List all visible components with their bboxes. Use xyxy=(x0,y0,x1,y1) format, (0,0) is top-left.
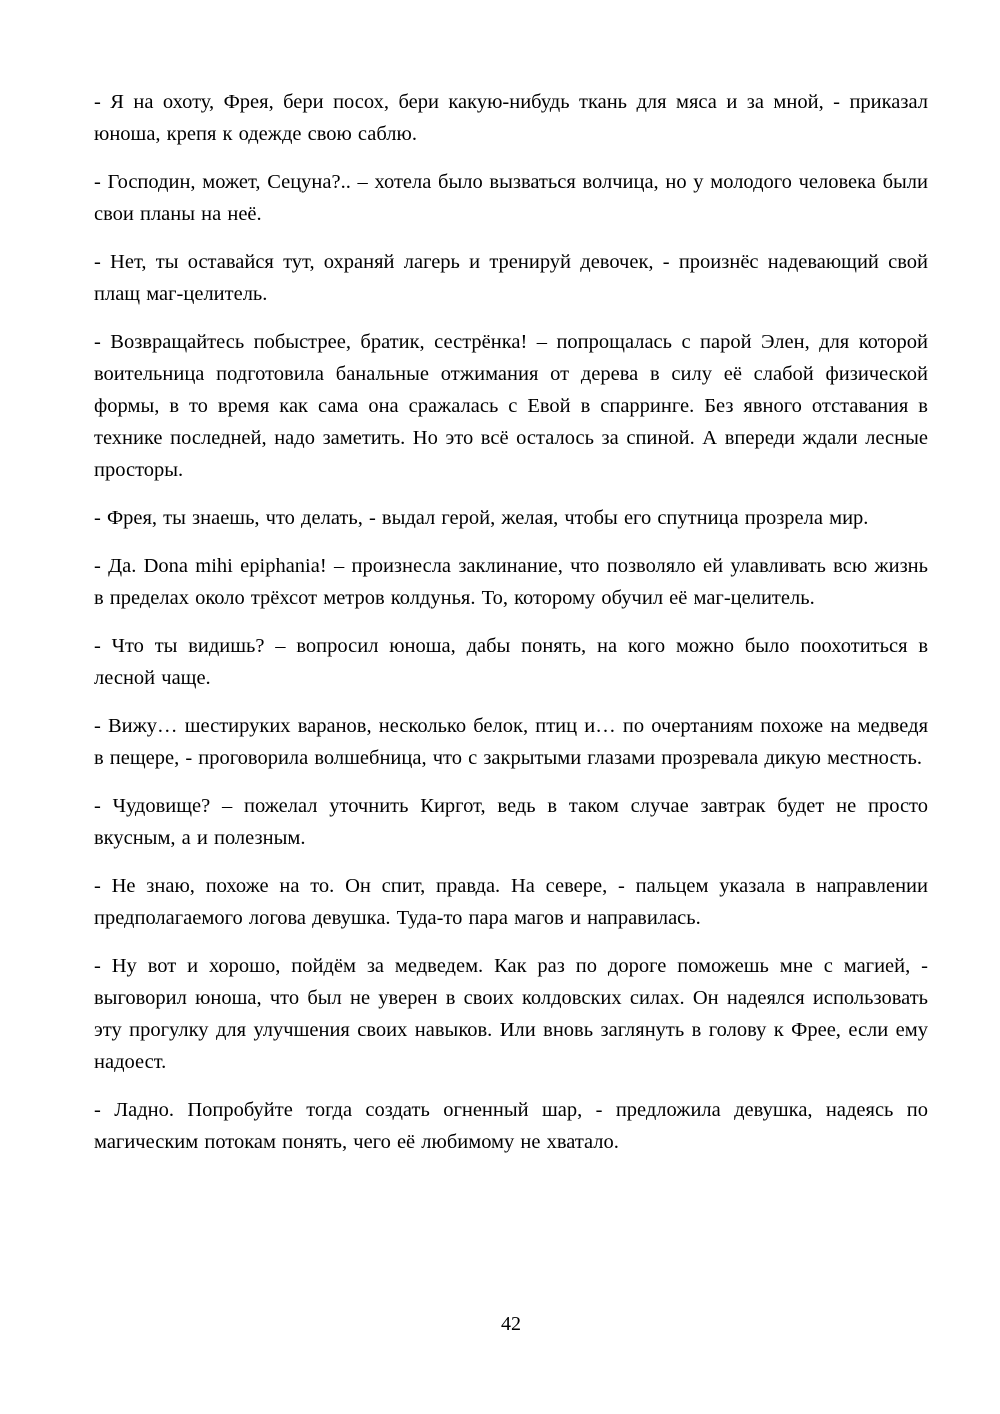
page-number: 42 xyxy=(501,1313,521,1335)
paragraph: - Возвращайтесь побыстрее, братик, сестрёнка! – попрощалась с парой Элен, для которой воительница подготовила банальные отжимания от дерева в силу её слабой физической формы, в то время как сама она сражалась с Евой в спарринге. Без явного отставания в технике последней, надо заметить. Но это всё осталось за спиной. А впереди ждали лесные просторы. xyxy=(94,331,928,481)
paragraph: - Не знаю, похоже на то. Он спит, правда. На севере, - пальцем указала в направлении предполагаемого логова девушка. Туда-то пара магов и направилась. xyxy=(94,875,928,929)
paragraph: - Что ты видишь? – вопросил юноша, дабы понять, на кого можно было поохотиться в лесной чаще. xyxy=(94,635,928,689)
paragraph: - Ладно. Попробуйте тогда создать огненный шар, - предложила девушка, надеясь по магическим потокам понять, чего её любимому не хватало. xyxy=(94,1099,928,1153)
paragraph: - Чудовище? – пожелал уточнить Киргот, ведь в таком случае завтрак будет не просто вкусным, а и полезным. xyxy=(94,795,928,849)
paragraph: - Да. Dona mihi epiphania! – произнесла заклинание, что позволяло ей улавливать всю жизнь в пределах около трёхсот метров колдунья. То, которому обучил её маг-целитель. xyxy=(94,555,928,609)
paragraph: - Господин, может, Сецуна?.. – хотела было вызваться волчица, но у молодого человека были свои планы на неё. xyxy=(94,171,928,225)
page-text-block xyxy=(94,86,928,1158)
paragraph: - Вижу… шестируких варанов, несколько белок, птиц и… по очертаниям похоже на медведя в пещере, - проговорила волшебница, что с закрытыми глазами прозревала дикую местность. xyxy=(94,715,928,769)
paragraph: - Нет, ты оставайся тут, охраняй лагерь и тренируй девочек, - произнёс надевающий свой плащ маг-целитель. xyxy=(94,251,928,305)
paragraph: - Ну вот и хорошо, пойдём за медведем. Как раз по дороге поможешь мне с магией, - выговорил юноша, что был не уверен в своих колдовских силах. Он надеялся использовать эту прогулку для улучшения своих навыков. Или вновь заглянуть в голову к Фрее, если ему надоест. xyxy=(94,955,928,1073)
paragraph: - Я на охоту, Фрея, бери посох, бери какую-нибудь ткань для мяса и за мной, - приказал юноша, крепя к одежде свою саблю. xyxy=(94,91,928,145)
paragraph: - Фрея, ты знаешь, что делать, - выдал герой, желая, чтобы его спутница прозрела мир. xyxy=(94,507,869,529)
